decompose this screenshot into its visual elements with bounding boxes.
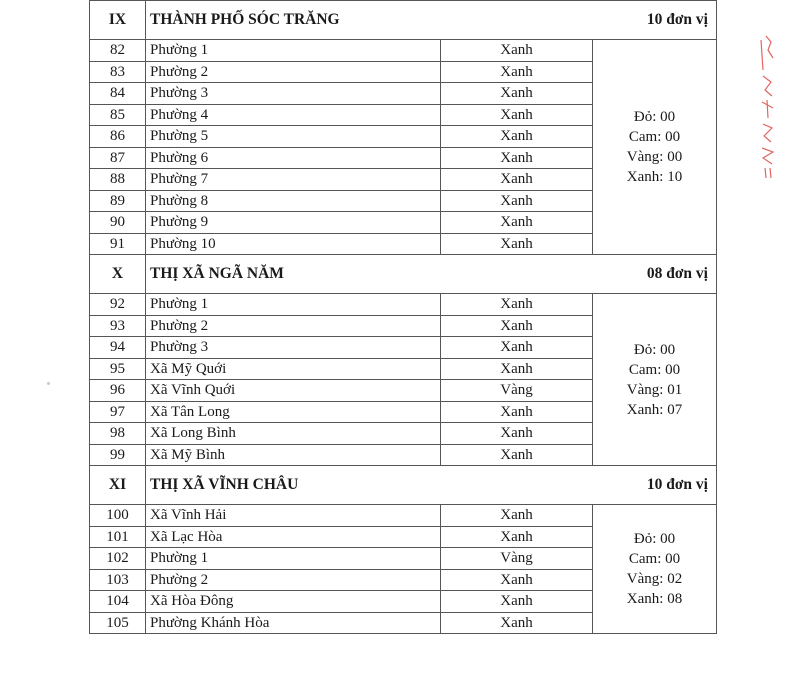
- status-level: Xanh: [441, 569, 593, 591]
- row-number: 99: [90, 444, 146, 466]
- ward-status-table: [89, 0, 717, 634]
- row-number: 82: [90, 40, 146, 62]
- ward-name: Phường 1: [146, 548, 441, 570]
- section-title: THÀNH PHỐ SÓC TRĂNG: [146, 1, 441, 40]
- ward-name: Phường 1: [146, 40, 441, 62]
- section-roman-numeral: IX: [90, 1, 146, 40]
- ward-name: Phường 1: [146, 294, 441, 316]
- summary-line: Cam: 00: [628, 129, 681, 145]
- ward-name: Xã Mỹ Quới: [146, 358, 441, 380]
- row-number: 84: [90, 83, 146, 105]
- section-roman-numeral: X: [90, 255, 146, 294]
- status-level: Xanh: [441, 337, 593, 359]
- row-number: 101: [90, 526, 146, 548]
- table-row: [90, 294, 717, 316]
- ward-name: Xã Long Bình: [146, 423, 441, 445]
- status-level: Xanh: [441, 233, 593, 255]
- ward-name: Xã Lạc Hòa: [146, 526, 441, 548]
- row-number: 102: [90, 548, 146, 570]
- section-unit-count: 08 đơn vị: [593, 255, 717, 294]
- row-number: 91: [90, 233, 146, 255]
- red-stamp-mark-icon: [757, 30, 779, 180]
- status-level: Vàng: [441, 548, 593, 570]
- summary-line: Xanh: 07: [626, 401, 683, 418]
- row-number: 103: [90, 569, 146, 591]
- section-blank-cell: [441, 255, 593, 294]
- status-level: Xanh: [441, 526, 593, 548]
- status-level: Xanh: [441, 294, 593, 316]
- row-number: 90: [90, 212, 146, 234]
- section-title: THỊ XÃ NGÃ NĂM: [146, 255, 441, 294]
- status-level: Xanh: [441, 612, 593, 634]
- summary-line: Đỏ: 00: [633, 341, 676, 358]
- row-number: 88: [90, 169, 146, 191]
- status-level: Xanh: [441, 401, 593, 423]
- row-number: 86: [90, 126, 146, 148]
- section-header-row: [90, 255, 717, 294]
- section-blank-cell: [441, 1, 593, 40]
- ward-name: Phường 5: [146, 126, 441, 148]
- row-number: 95: [90, 358, 146, 380]
- ward-name: Phường 3: [146, 337, 441, 359]
- section-roman-numeral: XI: [90, 466, 146, 505]
- row-number: 93: [90, 315, 146, 337]
- summary-line: Vàng: 02: [626, 571, 683, 587]
- section-unit-count: 10 đơn vị: [593, 466, 717, 505]
- table-body: [90, 1, 717, 634]
- ward-name: Phường Khánh Hòa: [146, 612, 441, 634]
- section-header-row: [90, 466, 717, 505]
- summary-line: Vàng: 01: [626, 381, 683, 398]
- row-number: 92: [90, 294, 146, 316]
- status-level: Vàng: [441, 380, 593, 402]
- section-summary: [593, 505, 717, 634]
- row-number: 94: [90, 337, 146, 359]
- ward-name: Xã Hòa Đông: [146, 591, 441, 613]
- row-number: 97: [90, 401, 146, 423]
- ward-name: Phường 2: [146, 61, 441, 83]
- summary-line: Cam: 00: [628, 361, 681, 378]
- section-summary: [593, 294, 717, 466]
- status-level: Xanh: [441, 104, 593, 126]
- section-header-row: [90, 1, 717, 40]
- status-level: Xanh: [441, 169, 593, 191]
- table-row: [90, 505, 717, 527]
- status-level: Xanh: [441, 315, 593, 337]
- ward-name: Phường 10: [146, 233, 441, 255]
- row-number: 104: [90, 591, 146, 613]
- row-number: 105: [90, 612, 146, 634]
- section-title: THỊ XÃ VĨNH CHÂU: [146, 466, 441, 505]
- row-number: 83: [90, 61, 146, 83]
- table-row: [90, 40, 717, 62]
- row-number: 100: [90, 505, 146, 527]
- ward-name: Xã Vĩnh Quới: [146, 380, 441, 402]
- ward-name: Xã Tân Long: [146, 401, 441, 423]
- ward-name: Phường 8: [146, 190, 441, 212]
- status-level: Xanh: [441, 126, 593, 148]
- ward-name: Phường 4: [146, 104, 441, 126]
- row-number: 96: [90, 380, 146, 402]
- row-number: 87: [90, 147, 146, 169]
- status-level: Xanh: [441, 358, 593, 380]
- section-summary: [593, 40, 717, 255]
- status-level: Xanh: [441, 591, 593, 613]
- scan-speck: [47, 382, 50, 385]
- row-number: 89: [90, 190, 146, 212]
- status-level: Xanh: [441, 40, 593, 62]
- status-level: Xanh: [441, 61, 593, 83]
- ward-name: Xã Mỹ Bình: [146, 444, 441, 466]
- section-unit-count: 10 đơn vị: [593, 1, 717, 40]
- section-blank-cell: [441, 466, 593, 505]
- ward-name: Phường 7: [146, 169, 441, 191]
- summary-line: Đỏ: 00: [633, 109, 676, 125]
- row-number: 98: [90, 423, 146, 445]
- summary-line: Xanh: 10: [626, 169, 683, 185]
- status-level: Xanh: [441, 212, 593, 234]
- status-level: Xanh: [441, 505, 593, 527]
- row-number: 85: [90, 104, 146, 126]
- ward-name: Xã Vĩnh Hải: [146, 505, 441, 527]
- status-level: Xanh: [441, 147, 593, 169]
- status-level: Xanh: [441, 444, 593, 466]
- status-level: Xanh: [441, 423, 593, 445]
- status-level: Xanh: [441, 190, 593, 212]
- summary-line: Đỏ: 00: [633, 531, 676, 547]
- ward-name: Phường 2: [146, 315, 441, 337]
- summary-line: Vàng: 00: [626, 149, 683, 165]
- summary-line: Cam: 00: [628, 551, 681, 567]
- status-level: Xanh: [441, 83, 593, 105]
- ward-name: Phường 9: [146, 212, 441, 234]
- ward-name: Phường 3: [146, 83, 441, 105]
- ward-name: Phường 6: [146, 147, 441, 169]
- summary-line: Xanh: 08: [626, 591, 683, 607]
- ward-name: Phường 2: [146, 569, 441, 591]
